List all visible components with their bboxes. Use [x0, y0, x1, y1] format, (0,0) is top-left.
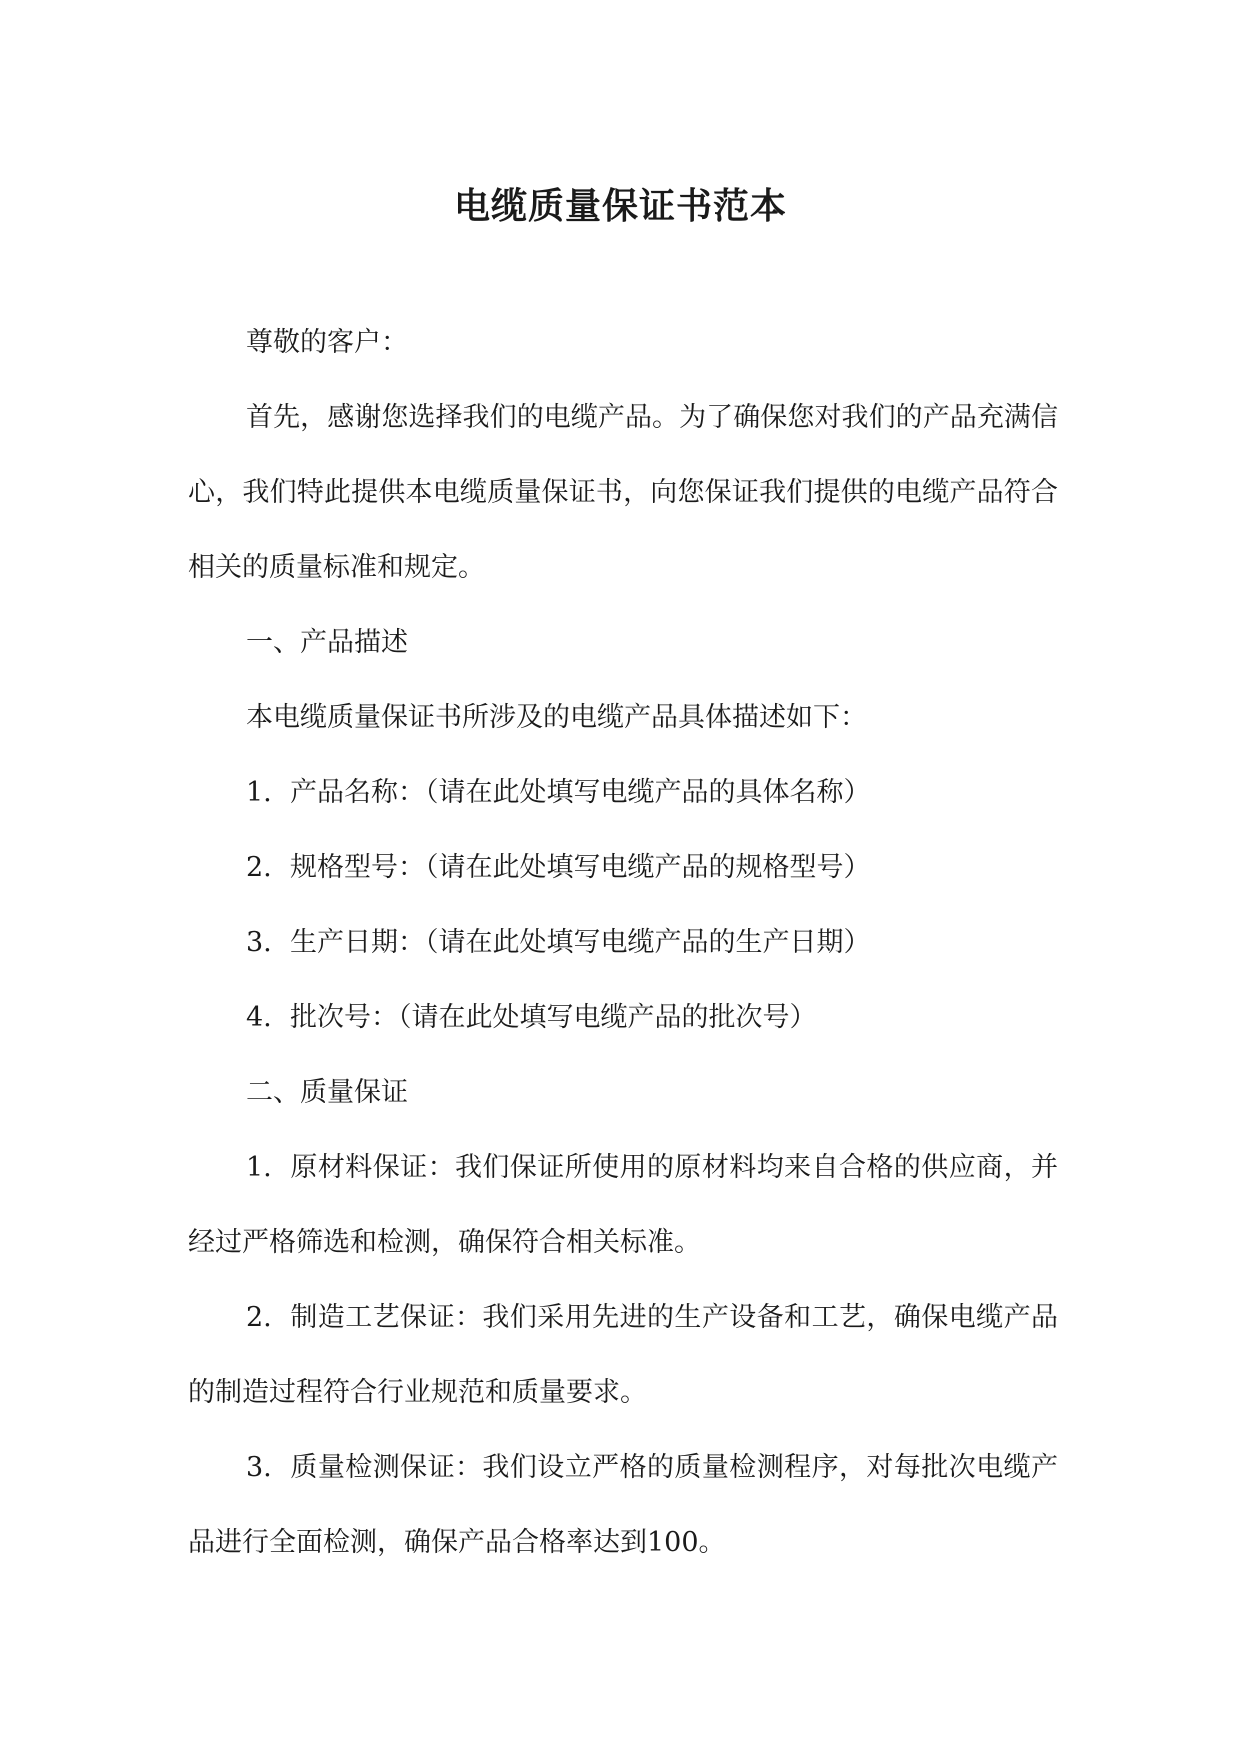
list-item	[188, 980, 1058, 1055]
list-item	[188, 1280, 1058, 1430]
document-title: 电缆质量保证书范本	[453, 185, 787, 227]
list-item-text: 产品名称：（请在此处填写电缆产品的具体名称）	[290, 777, 871, 808]
section-lead: 本电缆质量保证书所涉及的电缆产品具体描述如下：	[246, 702, 867, 733]
list-item	[188, 905, 1058, 980]
section-heading-quality-guarantee: 二、质量保证	[246, 1077, 408, 1108]
list-item-text: 规格型号：（请在此处填写电缆产品的规格型号）	[290, 852, 871, 883]
list-item-number: 1.	[246, 1152, 272, 1183]
list-item-number: 3.	[246, 927, 272, 958]
list-item-text: 原材料保证：我们保证所使用的原材料均来自合格的供应商，并经过严格筛选和检测，确保符合相关标准。	[188, 1152, 1058, 1258]
list-item	[188, 755, 1058, 830]
list-item	[188, 1430, 1058, 1580]
list-item-number: 3.	[246, 1452, 272, 1483]
document-body	[188, 305, 1058, 1580]
list-item-text: 生产日期：（请在此处填写电缆产品的生产日期）	[290, 927, 871, 958]
list-item-text: 质量检测保证：我们设立严格的质量检测程序，对每批次电缆产品进行全面检测，确保产品合格率达到100。	[188, 1452, 1058, 1558]
list-item-number: 2.	[246, 1302, 272, 1333]
list-item-number: 4.	[246, 1002, 272, 1033]
intro-paragraph: 首先，感谢您选择我们的电缆产品。为了确保您对我们的产品充满信心，我们特此提供本电缆质量保证书，向您保证我们提供的电缆产品符合相关的质量标准和规定。	[188, 402, 1058, 583]
list-item-number: 2.	[246, 852, 272, 883]
list-item-text: 批次号：（请在此处填写电缆产品的批次号）	[290, 1002, 817, 1033]
salutation: 尊敬的客户：	[246, 327, 408, 358]
list-item-text: 制造工艺保证：我们采用先进的生产设备和工艺，确保电缆产品的制造过程符合行业规范和质量要求。	[188, 1302, 1058, 1408]
list-item	[188, 1130, 1058, 1280]
list-item	[188, 830, 1058, 905]
list-item-number: 1.	[246, 777, 272, 808]
section-heading-product-description: 一、产品描述	[246, 627, 408, 658]
